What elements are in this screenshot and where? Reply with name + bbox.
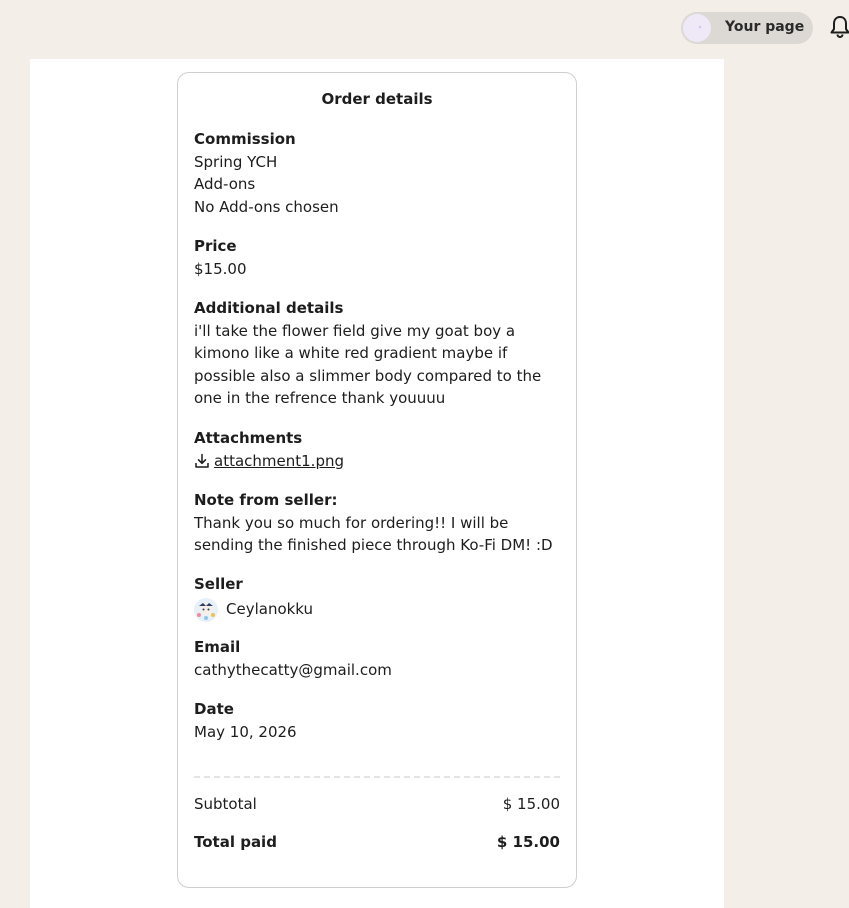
additional-details-value: i'll take the flower field give my goat boy a kimono like a white red gradient maybe if possible also a slimmer body compared to the one in the refrence thank youuuu xyxy=(194,321,542,407)
date-label: Date xyxy=(194,700,234,718)
addons-label: Add-ons xyxy=(194,175,256,193)
profile-avatar-icon xyxy=(683,14,711,42)
price-value: $15.00 xyxy=(194,259,247,278)
note-from-seller-section xyxy=(194,489,564,557)
addons-value: No Add-ons chosen xyxy=(194,197,339,216)
email-value: cathythecatty@gmail.com xyxy=(194,660,392,679)
note-from-seller-label: Note from seller: xyxy=(194,491,338,509)
additional-details-section xyxy=(194,297,564,410)
seller-avatar-icon xyxy=(194,598,218,622)
seller-name: Ceylanokku xyxy=(226,600,314,619)
date-value: May 10, 2026 xyxy=(194,722,297,741)
seller-profile[interactable] xyxy=(194,598,564,622)
total-paid-label: Total paid xyxy=(194,833,277,851)
subtotal-label: Subtotal xyxy=(194,795,257,813)
price-label: Price xyxy=(194,237,237,255)
commission-section xyxy=(194,128,564,218)
total-paid-value: $ 15.00 xyxy=(496,833,560,851)
subtotal-value: $ 15.00 xyxy=(502,795,560,813)
content-panel xyxy=(30,59,724,908)
top-bar xyxy=(0,0,849,58)
note-from-seller-value: Thank you so much for ordering!! I will be sending the finished piece through Ko-Fi DM! :D xyxy=(194,513,553,554)
notifications-bell-icon[interactable] xyxy=(826,13,849,41)
attachment-download-link[interactable] xyxy=(194,450,564,473)
total-paid-row xyxy=(194,833,560,851)
additional-details-label: Additional details xyxy=(194,299,344,317)
attachments-label: Attachments xyxy=(194,429,303,447)
your-page-label: Your page xyxy=(725,19,805,35)
download-icon xyxy=(194,453,210,469)
subtotal-row xyxy=(194,795,560,813)
attachment-filename: attachment1.png xyxy=(214,451,344,470)
email-label: Email xyxy=(194,638,241,656)
summary-divider xyxy=(194,776,560,778)
order-details-card xyxy=(177,72,577,888)
commission-name: Spring YCH xyxy=(194,152,278,171)
your-page-button[interactable] xyxy=(681,12,813,44)
seller-label: Seller xyxy=(194,575,243,593)
attachments-section xyxy=(194,427,564,472)
email-section xyxy=(194,636,564,681)
price-section xyxy=(194,235,564,280)
order-details-title: Order details xyxy=(321,90,433,108)
seller-section xyxy=(194,573,564,622)
commission-label: Commission xyxy=(194,130,296,148)
date-section xyxy=(194,698,564,743)
